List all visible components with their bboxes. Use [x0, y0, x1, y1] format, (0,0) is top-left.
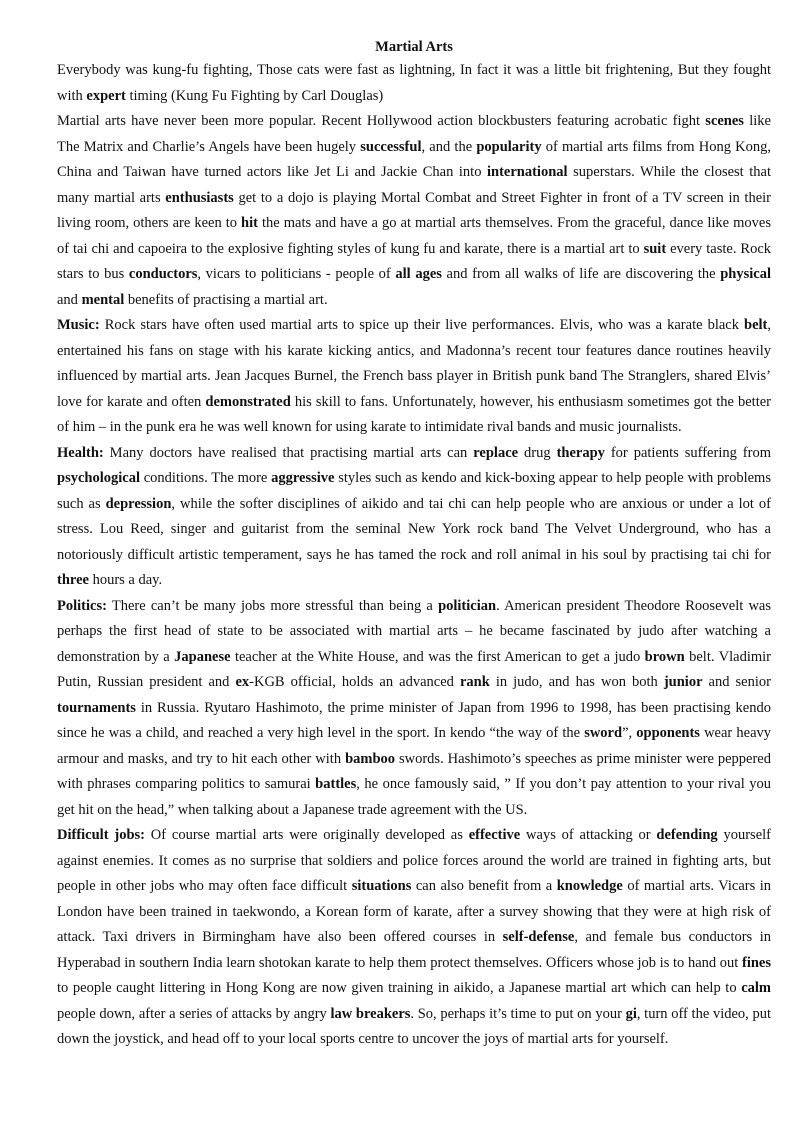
bold-term: effective	[468, 827, 521, 843]
bold-term: Japanese	[174, 648, 231, 665]
text-run: ”,	[622, 725, 637, 741]
text-run: -KGB official, holds an advanced	[249, 674, 460, 690]
bold-term: popularity	[476, 138, 542, 155]
text-run: and	[57, 291, 82, 308]
text-run: styles such as kendo and kick-boxing appear to help people with problems such as	[57, 470, 771, 512]
bold-term: belt	[744, 317, 768, 333]
bold-term: junior	[663, 674, 703, 690]
bold-term: tournaments	[57, 699, 136, 716]
bold-term: law breakers	[330, 1005, 411, 1022]
text-run: can also benefit from a	[411, 878, 557, 894]
text-run: in judo, and has won both	[489, 674, 664, 690]
text-run: Of course martial arts were originally developed as	[144, 827, 469, 843]
bold-term: gi	[625, 1005, 637, 1022]
text-run: Martial arts have never been more popular. Recent Hollywood action blockbusters featuring acrobatic fight	[57, 113, 706, 129]
text-run: of martial arts films from Hong Kong, China and Taiwan have turned actors like Jet Li and Jackie Chan into	[57, 138, 771, 180]
bold-term: defending	[656, 827, 718, 843]
bold-term: international	[487, 164, 568, 180]
text-run: , and female bus conductors in Hyperabad in southern India learn shotokan karate to help them protect themselves. Officers whose job is to hand out	[57, 929, 771, 971]
bold-term: psychological	[57, 470, 140, 486]
bold-term: expert	[86, 87, 126, 104]
bold-term: enthusiasts	[165, 189, 234, 206]
text-run: , while the softer disciplines of aikido and tai chi can help people who are anxious or under a lot of stress. Lou Reed, singer and guitarist from the seminal New York rock band The Velvet Underground, who has a notoriously difficult artistic temperament, says he has tamed the rock and roll animal in his soul by practising tai chi for	[57, 495, 771, 563]
text-run: , entertained his fans on stage with his karate kicking antics, and Madonna’s recent tour features dance routines heavily influenced by martial arts. Jean Jacques Burnel, the French bass player in British punk band The Stranglers, shared Elvis’ love for karate and often	[57, 317, 771, 410]
text-run: and from all walks of life are discovering the	[441, 266, 721, 282]
bold-term: fines	[742, 954, 771, 971]
bold-term: opponents	[636, 725, 700, 741]
text-run: conditions. The more	[139, 470, 272, 486]
bold-term: demonstrated	[205, 393, 291, 410]
bold-term: battles	[315, 776, 357, 792]
bold-term: successful	[360, 138, 422, 155]
bold-term: Health:	[57, 444, 104, 461]
text-run: Rock stars have often used martial arts to spice up their live performances. Elvis, who was a karate black	[99, 317, 745, 333]
text-run: teacher at the White House, and was the first American to get a judo	[230, 648, 645, 665]
bold-term: ex	[235, 674, 250, 690]
bold-term: self-defense	[502, 929, 575, 945]
text-run: and senior	[702, 674, 771, 690]
text-run: , vicars to politicians - people of	[197, 266, 396, 282]
text-run: wear heavy armour and masks, and try to hit each other with	[57, 725, 772, 767]
text-run: swords. Hashimoto’s speeches as prime minister were peppered with phrases comparing politics to samurai	[57, 750, 771, 792]
paragraph-5	[57, 594, 771, 824]
bold-term: sword	[584, 725, 623, 741]
text-run: , and the	[421, 138, 477, 155]
bold-term: replace	[473, 444, 519, 461]
bold-term: Difficult jobs:	[57, 827, 145, 843]
text-run: There can’t be many jobs more stressful than being a	[106, 597, 439, 614]
text-run: timing (Kung Fu Fighting by Carl Douglas)	[125, 87, 384, 104]
text-run: drug	[518, 444, 557, 461]
text-run: yourself against enemies. It comes as no surprise that soldiers and police forces around the world are trained in fighting arts, but people in other jobs who may often face difficult	[57, 827, 771, 894]
paragraph-6	[57, 823, 771, 1053]
text-run: Many doctors have realised that practising martial arts can	[103, 444, 474, 461]
text-run: get to a dojo is playing Mortal Combat and Street Fighter in front of a TV screen in their living room, others are keen to	[57, 189, 771, 231]
bold-term: physical	[720, 266, 771, 282]
text-run: ways of attacking or	[520, 827, 657, 843]
text-run: for patients suffering from	[604, 444, 771, 461]
text-run: belt. Vladimir Putin, Russian president and	[57, 648, 771, 690]
text-run: his skill to fans. Unfortunately, however, his enthusiasm sometimes got the better of him – in the punk era he was well known for using karate to intimidate rival bands and music journalists.	[57, 393, 771, 435]
bold-term: bamboo	[345, 750, 396, 767]
text-run: , turn off the video, put down the joystick, and head off to your local sports centre to uncover the joys of martial arts for yourself.	[57, 1005, 771, 1047]
text-run: superstars. While the closest that many martial arts	[57, 164, 771, 206]
bold-term: Music:	[57, 317, 100, 333]
text-run: like The Matrix and Charlie’s Angels have been hugely	[57, 113, 771, 155]
text-run: . American president Theodore Roosevelt was perhaps the first head of state to be associated with martial arts – he became fascinated by judo after watching a demonstration by a	[57, 597, 771, 665]
bold-term: three	[57, 572, 89, 588]
text-run: of martial arts. Vicars in London have been trained in taekwondo, a Korean form of karate, after a survey showing that they were at high risk of attack. Taxi drivers in Birmingham have also been offered courses in	[57, 878, 772, 945]
bold-term: depression	[105, 495, 172, 512]
paragraph-2	[57, 109, 771, 313]
bold-term: politician	[438, 597, 497, 614]
bold-term: knowledge	[556, 878, 623, 894]
bold-term: rank	[459, 674, 490, 690]
bold-term: Politics:	[57, 597, 107, 614]
document-title: Martial Arts	[375, 39, 453, 55]
text-run: benefits of practising a martial art.	[124, 291, 328, 308]
bold-term: therapy	[556, 444, 605, 461]
bold-term: hit	[241, 215, 258, 231]
paragraph-3	[57, 313, 771, 441]
text-run: , he once famously said, ” If you don’t pay attention to your rival you get hit on the head,” when talking about a Japanese trade agreement with the US.	[57, 776, 771, 818]
text-run: Everybody was kung-fu fighting, Those cats were fast as lightning, In fact it was a little bit frightening, But they fought with	[57, 62, 771, 104]
text-run: to people caught littering in Hong Kong are now given training in aikido, a Japanese martial art which can help to	[57, 980, 742, 996]
bold-term: mental	[81, 291, 125, 308]
document-body	[57, 58, 771, 1053]
bold-term: brown	[644, 648, 685, 665]
text-run: hours a day.	[88, 572, 163, 588]
text-run: . So, perhaps it’s time to put on your	[410, 1005, 626, 1022]
text-run: every taste. Rock stars to bus	[57, 240, 772, 282]
bold-term: scenes	[705, 113, 744, 129]
bold-term: conductors	[128, 266, 198, 282]
bold-term: suit	[643, 240, 667, 257]
bold-term: aggressive	[271, 470, 335, 486]
paragraph-4	[57, 441, 771, 594]
bold-term: situations	[351, 878, 412, 894]
text-run: the mats and have a go at martial arts themselves. From the graceful, dance like moves of tai chi and capoeira to the explosive fighting styles of kung fu and karate, there is a martial art to	[57, 215, 771, 257]
text-run: people down, after a series of attacks by angry	[57, 1005, 331, 1022]
bold-term: calm	[741, 980, 771, 996]
paragraph-1	[57, 58, 771, 109]
bold-term: all ages	[395, 266, 442, 282]
text-run: in Russia. Ryutaro Hashimoto, the prime minister of Japan from 1996 to 1998, has been practising kendo since he was a child, and reached a very high level in the sport. In kendo “the way of the	[57, 699, 771, 741]
